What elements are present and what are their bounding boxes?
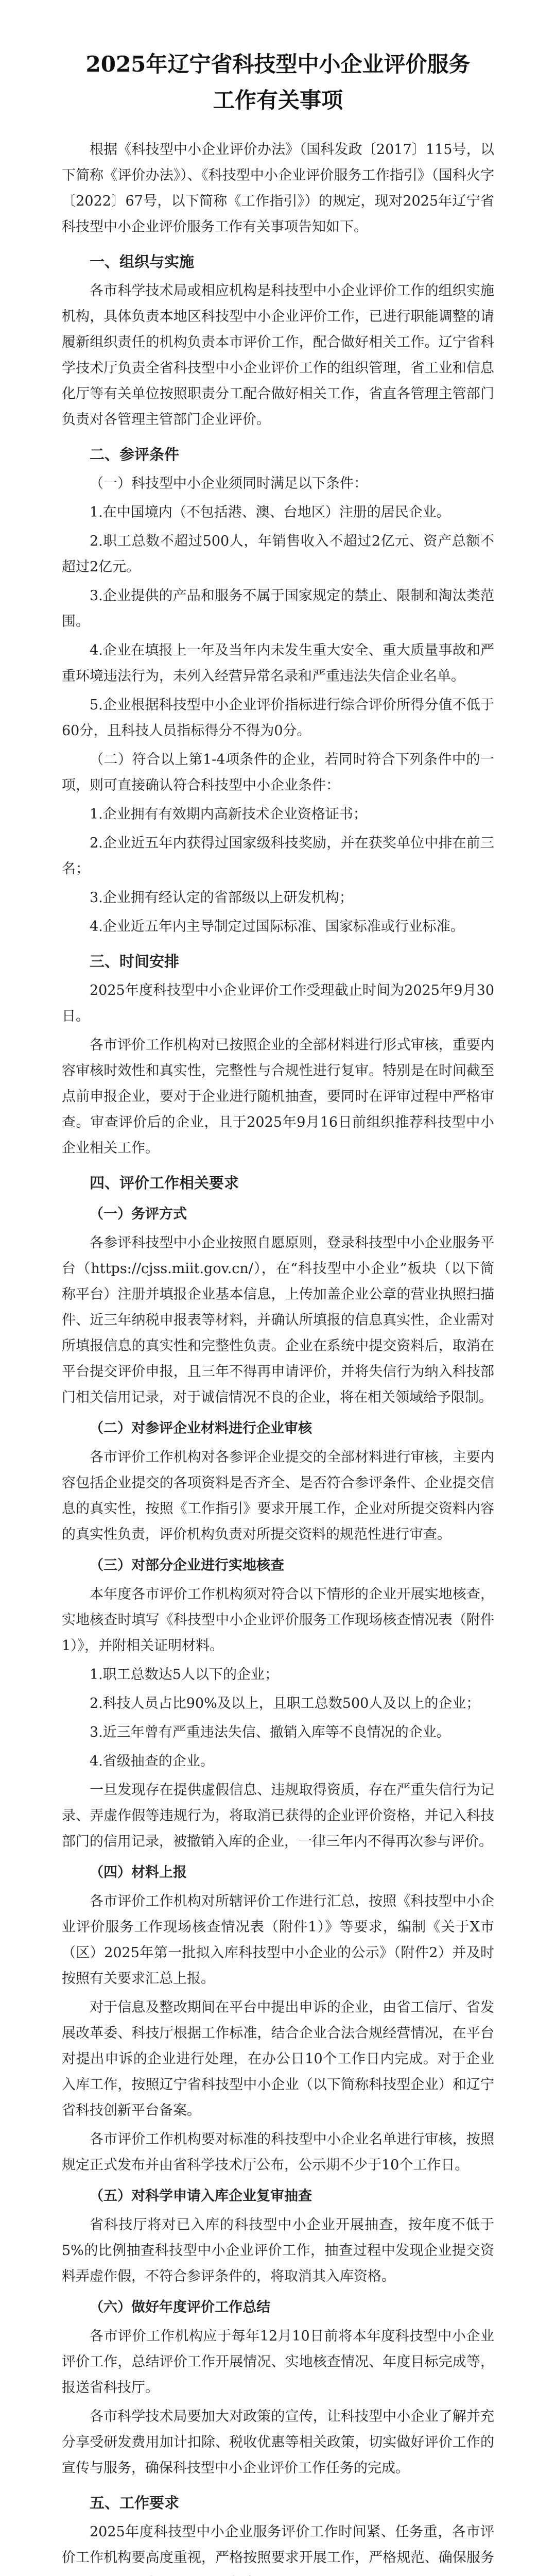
section-4-sub-6-paragraph: 各市评价工作机构应于每年12月10日前将本年度科技型中小企业评价工作，总结评价工作开展情况、实地核查情况、年度目标完成等，报送省科技厅。 [62, 2328, 494, 2396]
section-2-paragraph: 3.企业拥有经认定的省部级以上研发机构； [90, 890, 353, 906]
section-4-sub-3-note: 4.省级抽查的企业。 [90, 1753, 214, 1769]
section-2-paragraph: （二）符合以上第1-4项条件的企业，若同时符合下列条件中的一项，则可直接确认符合科技型中小企业条件： [62, 752, 494, 793]
section-4-sub-3-tail: 一旦发现存在提供虚假信息、违规取得资质，存在严重失信行为记录、弄虚作假等违规行为，将取消已获得的企业评价资格，并记入科技部门的信用记录，被撤销入库的企业，一律三年内不得再次参与评价。 [62, 1782, 494, 1850]
section-2-paragraph: 2.企业近五年内获得过国家级科技奖励，并在获奖单位中排在前三名； [62, 835, 494, 877]
section-5-heading: 五、工作要求 [90, 2494, 180, 2512]
section-3-paragraph: 各市评价工作机构对已按照企业的全部材料进行形式审核，重要内容审核时效性和真实性，完整性与合规性进行复审。特别是在时间截至点前申报企业，要对于企业进行随机抽查，要同时在评审过程中严格审查。审查评价后的企业，且于2025年9月16日前组织推荐科技型中小企业相关工作。 [62, 1037, 494, 1156]
section-4-sub-5-heading: （五）对科学申请入库企业复审抽查 [90, 2188, 312, 2204]
section-5-paragraph: 2025年度科技型中小企业服务评价工作时间紧、任务重，各市评价工作机构要高度重视，严格按照要求开展工作，严格规范、确保服务 [62, 2524, 494, 2566]
section-2-paragraph: 2.职工总数不超过500人，年销售收入不超过2亿元、资产总额不超过2亿元。 [62, 533, 494, 575]
section-2-heading: 二、参评条件 [90, 446, 180, 463]
title-line-2: 工作有关事项 [213, 88, 343, 113]
document-title [62, 46, 494, 118]
section-2-paragraph: 4.企业近五年内主导制定过国际标准、国家标准或行业标准。 [90, 919, 464, 935]
section-4-sub-4-heading: （四）材料上报 [90, 1865, 187, 1880]
section-4-sub-5-paragraph: 省科技厅将对已入库的科技型中小企业开展抽查，按年度不低于5%的比例抽查科技型中小企业评价工作，抽查过程中发现企业提交资料弄虚作假，不符合参评条件的，将取消其入库资格。 [62, 2217, 494, 2284]
title-line-1: 2025年辽宁省科技型中小企业评价服务 [85, 52, 471, 77]
section-4-sub-1-heading: （一）务评方式 [90, 1206, 187, 1222]
section-4-sub-4-paragraph: 对于信息及整改期间在平台中提出申诉的企业，由省工信厅、省发展改革委、科技厅根据工作标准，结合企业合法合规经营情况，在平台对提出申诉的企业进行处理，在办公日10个工作日内完成。对于企业入库工作，按照辽宁省科技型中小企业（以下简称科技型企业）和辽宁省科技创新平台备案。 [62, 1999, 494, 2119]
section-4-sub-2-heading: （二）对参评企业材料进行企业审核 [90, 1420, 312, 1436]
section-3-heading: 三、时间安排 [90, 953, 180, 970]
section-2-paragraph: 4.企业在填报上一年及当年内未发生重大安全、重大质量事故和严重环境违法行为，未列入经营异常名录和严重违法失信企业名单。 [62, 642, 494, 684]
section-4-sub-4-paragraph: 各市评价工作机构对所辖评价工作进行汇总，按照《科技型中小企业评价服务工作现场核查情况表（附件1）》等要求，编制《关于X市（区）2025年第一批拟入库科技型中小企业的公示》（附件2）并及时按照有关要求汇总上报。 [62, 1893, 494, 1987]
section-4-sub-4-paragraph: 各市评价工作机构要对标准的科技型中小企业名单进行审核，按照规定正式发布并由省科学技术厅公布，公示期不少于10个工作日。 [62, 2131, 494, 2173]
section-2-paragraph: 1.企业拥有有效期内高新技术企业资格证书； [90, 806, 367, 822]
section-4-sub-3-heading: （三）对部分企业进行实地核查 [90, 1557, 284, 1573]
section-4-sub-3-item: 1.职工总数达5人以下的企业； [90, 1667, 279, 1683]
section-4-sub-2-paragraph: 各市评价工作机构对各参评企业提交的全部材料进行审核，主要内容包括企业提交的各项资料是否齐全、是否符合参评条件、企业提交信息的真实性，按照《工作指引》要求开展工作，企业对所提交资料内容的真实性负责，评价机构负责对所提交资料的规范性进行审查。 [62, 1449, 494, 1543]
section-2-paragraph: 1.在中国境内（不包括港、澳、台地区）注册的居民企业。 [90, 504, 450, 520]
section-4-sub-3-paragraph: 本年度各市评价工作机构须对符合以下情形的企业开展实地核查，实地核查时填写《科技型中小企业评价服务工作现场核查情况表（附件1）》，并附相关证明材料。 [62, 1586, 494, 1654]
section-4-sub-3-item: 3.近三年曾有严重违法失信、撤销入库等不良情况的企业。 [90, 1724, 450, 1740]
intro-paragraph: 根据《科技型中小企业评价办法》（国科发政〔2017〕115号，以下简称《评价办法》）、《科技型中小企业评价服务工作指引》（国科火字〔2022〕67号，以下简称《工作指引》）的规定，现对2025年辽宁省科技型中小企业评价服务工作有关事项告知如下。 [62, 142, 494, 235]
section-4-sub-6-heading: （六）做好年度评价工作总结 [90, 2299, 270, 2315]
section-4-sub-1-paragraph: 各参评科技型中小企业按照自愿原则，登录科技型中小企业服务平台（https://cjss.miit.gov.cn/），在“科技型中小企业”板块（以下简称平台）注册并填报企业基本信息，上传加盖企业公章的营业执照扫描件、近三年纳税申报表等材料，并确认所填报的信息真实性，企业需对所填报信息的真实性和完整性负责。企业在系统中提交资料后，取消在平台提交评价申报，且三年不得再申请评价，并将失信行为纳入科技部门相关信用记录，对于诚信情况不良的企业，将在相关领域给予限制。 [62, 1235, 494, 1405]
section-4-sub-3-item: 2.科技人员占比90%及以上，且职工总数500人及以上的企业； [90, 1696, 480, 1711]
section-1-heading: 一、组织与实施 [90, 253, 195, 270]
closing-paragraph: 各市科学技术局要加大对政策的宣传，让科技型中小企业了解并充分享受研发费用加计扣除、税收优惠等相关政策，切实做好评价工作的宣传与服务，确保科技型中小企业评价工作任务的完成。 [62, 2409, 494, 2476]
section-2-paragraph: （一）科技型中小企业须同时满足以下条件： [90, 476, 368, 492]
section-1-paragraph: 各市科学技术局或相应机构是科技型中小企业评价工作的组织实施机构，具体负责本地区科技型中小企业评价工作，已进行职能调整的请履新组织责任的机构负责本市评价工作，配合做好相关工作。辽宁省科学技术厅负责全省科技型中小企业评价工作的组织管理，省工业和信息化厅等有关单位按照职责分工配合做好相关工作，省直各管理主管部门负责对各管理主管部门企业评价。 [62, 283, 494, 428]
section-2-paragraph: 5.企业根据科技型中小企业评价指标进行综合评价所得分值不低于60分，且科技人员指标得分不得为0分。 [62, 697, 494, 739]
section-3-paragraph: 2025年度科技型中小企业评价工作受理截止时间为2025年9月30日。 [62, 982, 494, 1024]
section-4-heading: 四、评价工作相关要求 [90, 1174, 239, 1192]
section-2-paragraph: 3.企业提供的产品和服务不属于国家规定的禁止、限制和淘汰类范围。 [62, 588, 494, 630]
